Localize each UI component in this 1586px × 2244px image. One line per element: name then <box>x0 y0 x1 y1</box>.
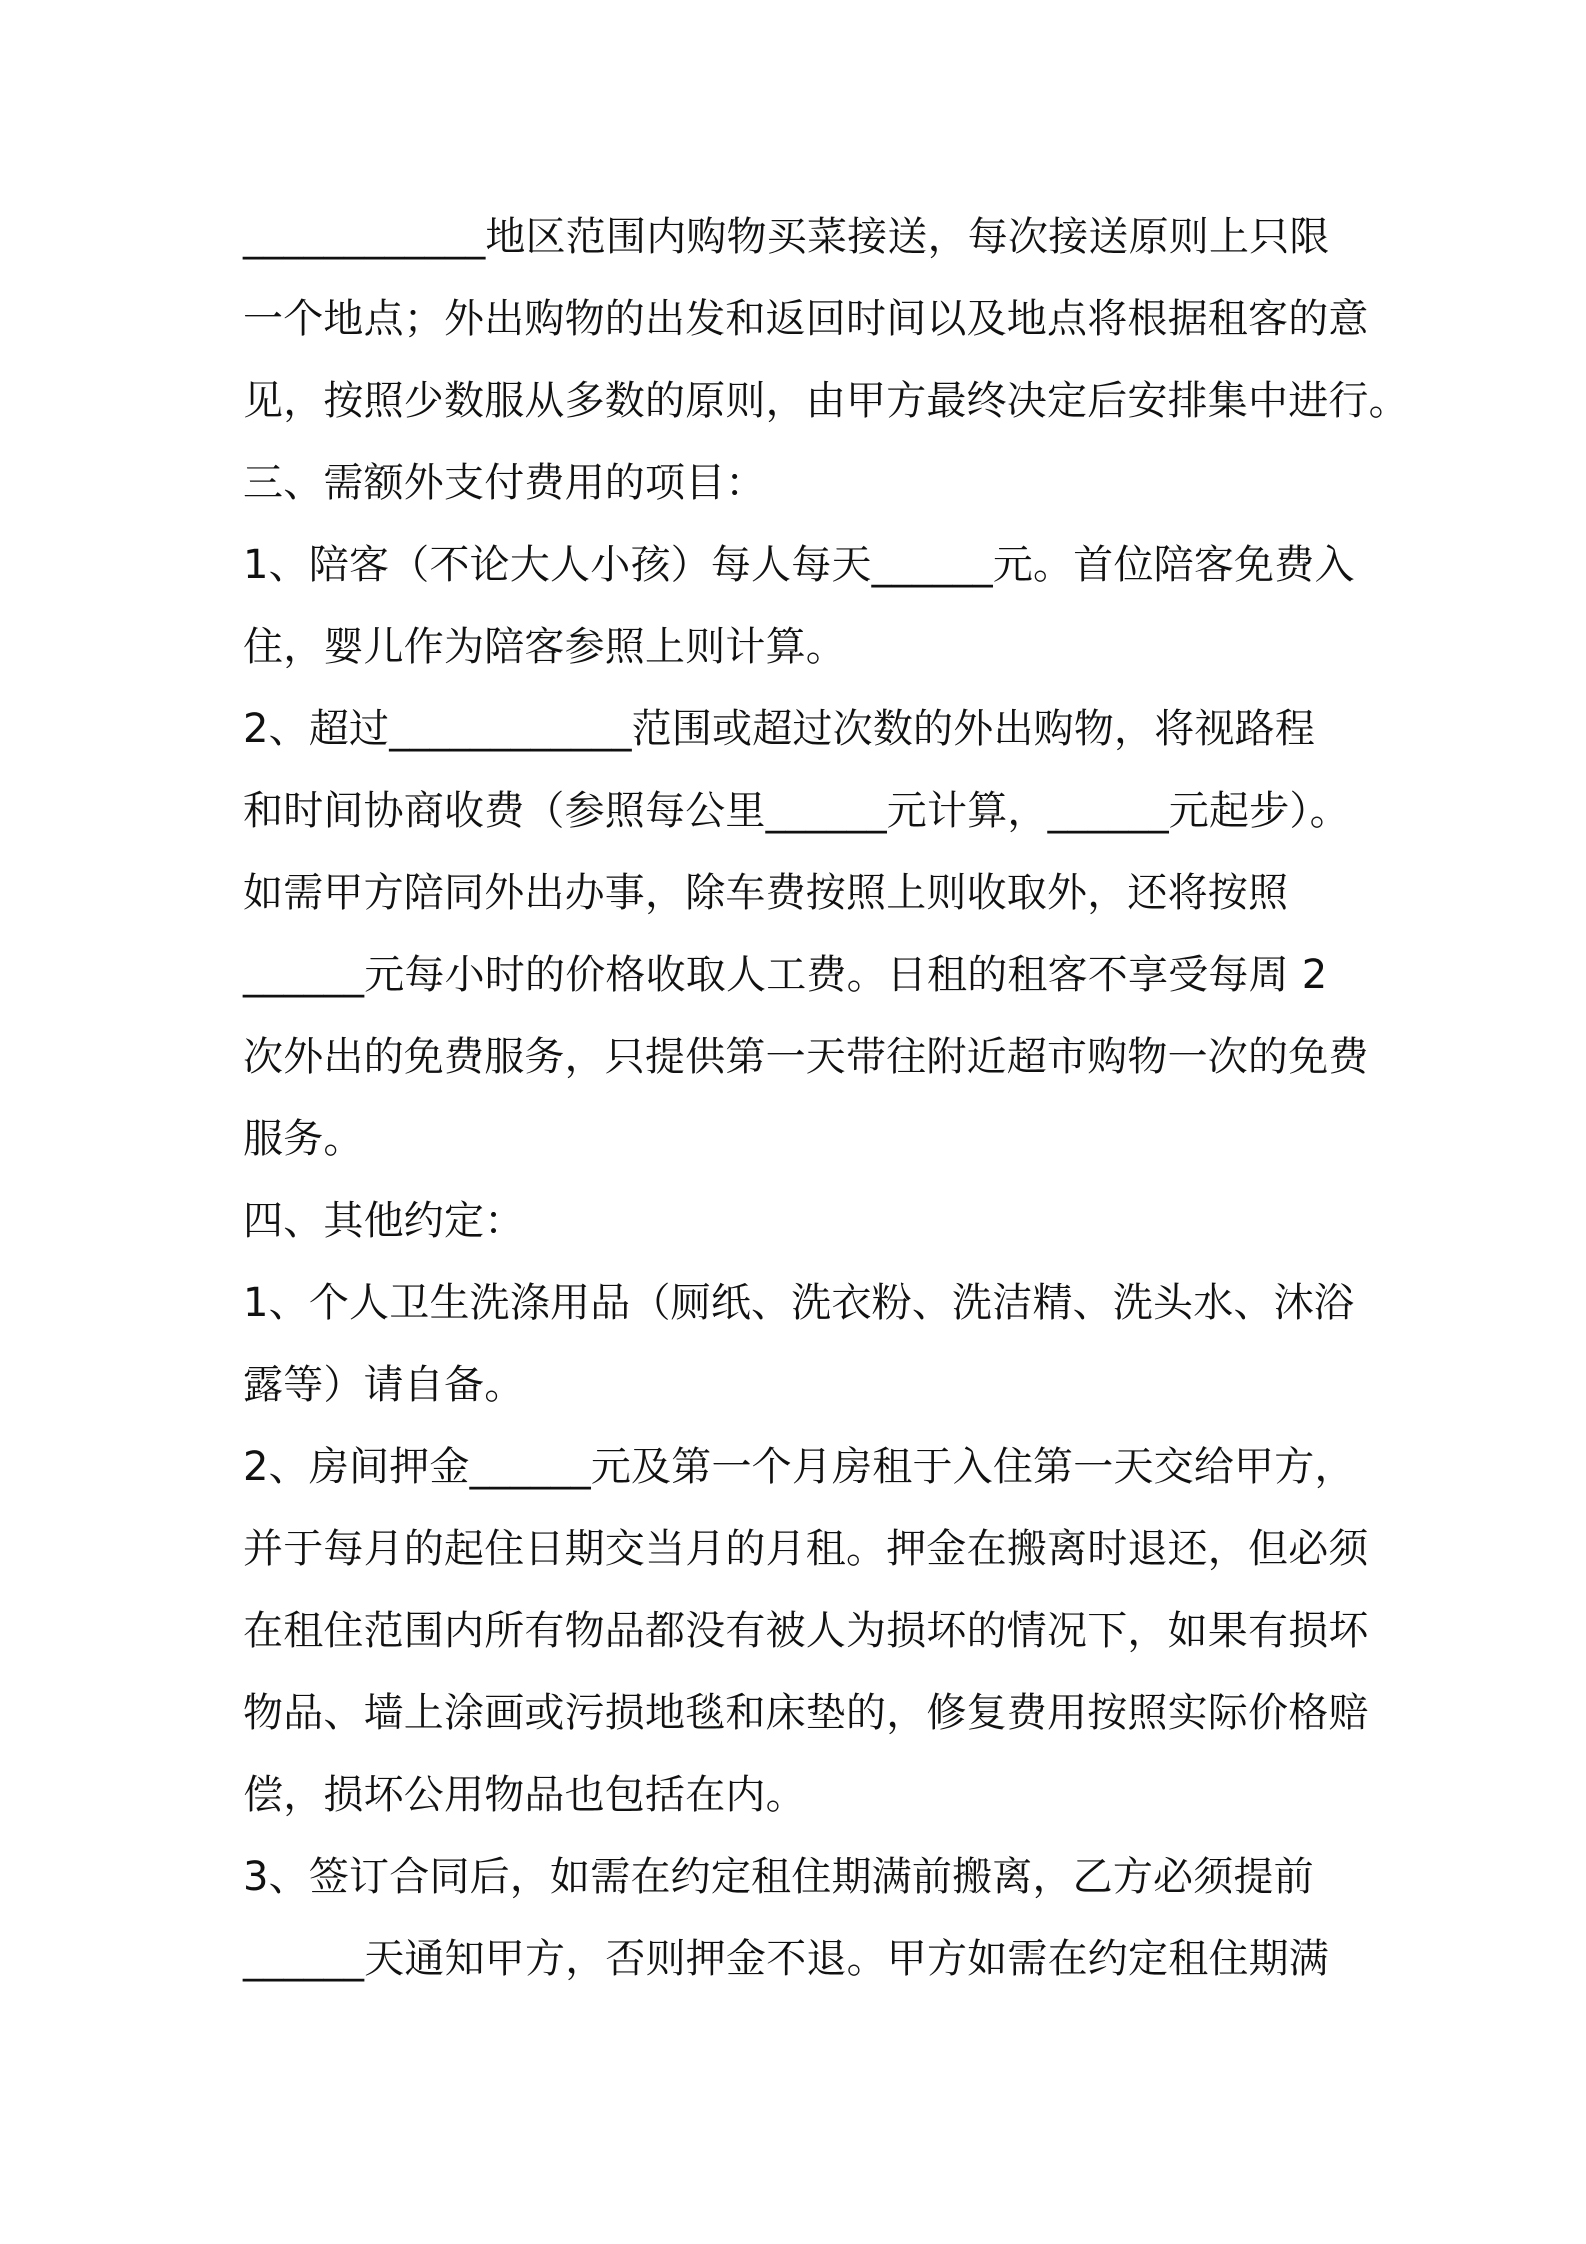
text-line-11: 次外出的免费服务，只提供第一天带往附近超市购物一次的免费 <box>243 1034 1369 1080</box>
text-line-8: 和时间协商收费（参照每公里______元计算，______元起步）。 <box>243 788 1350 834</box>
section-heading-4: 四、其他约定： <box>243 1198 525 1244</box>
text-line-2: 一个地点；外出购物的出发和返回时间以及地点将根据租客的意 <box>243 296 1369 342</box>
text-line-15: 露等）请自备。 <box>243 1362 525 1408</box>
text-line-14: 1、个人卫生洗涤用品（厕纸、洗衣粉、洗洁精、洗头水、沐浴 <box>243 1280 1355 1326</box>
text-line-6: 住，婴儿作为陪客参照上则计算。 <box>243 624 846 670</box>
document-body <box>243 196 1409 2000</box>
text-line-20: 偿，损坏公用物品也包括在内。 <box>243 1772 806 1818</box>
section-heading-3: 三、需额外支付费用的项目： <box>243 460 766 506</box>
text-line-3: 见，按照少数服从多数的原则，由甲方最终决定后安排集中进行。 <box>243 378 1409 424</box>
text-line-19: 物品、墙上涂画或污损地毯和床垫的，修复费用按照实际价格赔 <box>243 1690 1369 1736</box>
text-line-21: 3、签订合同后，如需在约定租住期满前搬离，乙方必须提前 <box>243 1854 1314 1900</box>
text-line-22: ______天通知甲方，否则押金不退。甲方如需在约定租住期满 <box>243 1936 1329 1982</box>
text-line-9: 如需甲方陪同外出办事，除车费按照上则收取外，还将按照 <box>243 870 1289 916</box>
text-line-1: ____________地区范围内购物买菜接送，每次接送原则上只限 <box>243 214 1330 260</box>
text-line-5: 1、陪客（不论大人小孩）每人每天______元。首位陪客免费入 <box>243 542 1355 588</box>
text-line-17: 并于每月的起住日期交当月的月租。押金在搬离时退还，但必须 <box>243 1526 1369 1572</box>
text-line-16: 2、房间押金______元及第一个月房租于入住第一天交给甲方， <box>243 1444 1355 1490</box>
text-line-10: ______元每小时的价格收取人工费。日租的租客不享受每周 2 <box>243 952 1328 998</box>
text-line-7: 2、超过____________范围或超过次数的外出购物，将视路程 <box>243 706 1316 752</box>
text-line-12: 服务。 <box>243 1116 364 1162</box>
text-line-18: 在租住范围内所有物品都没有被人为损坏的情况下，如果有损坏 <box>243 1608 1369 1654</box>
